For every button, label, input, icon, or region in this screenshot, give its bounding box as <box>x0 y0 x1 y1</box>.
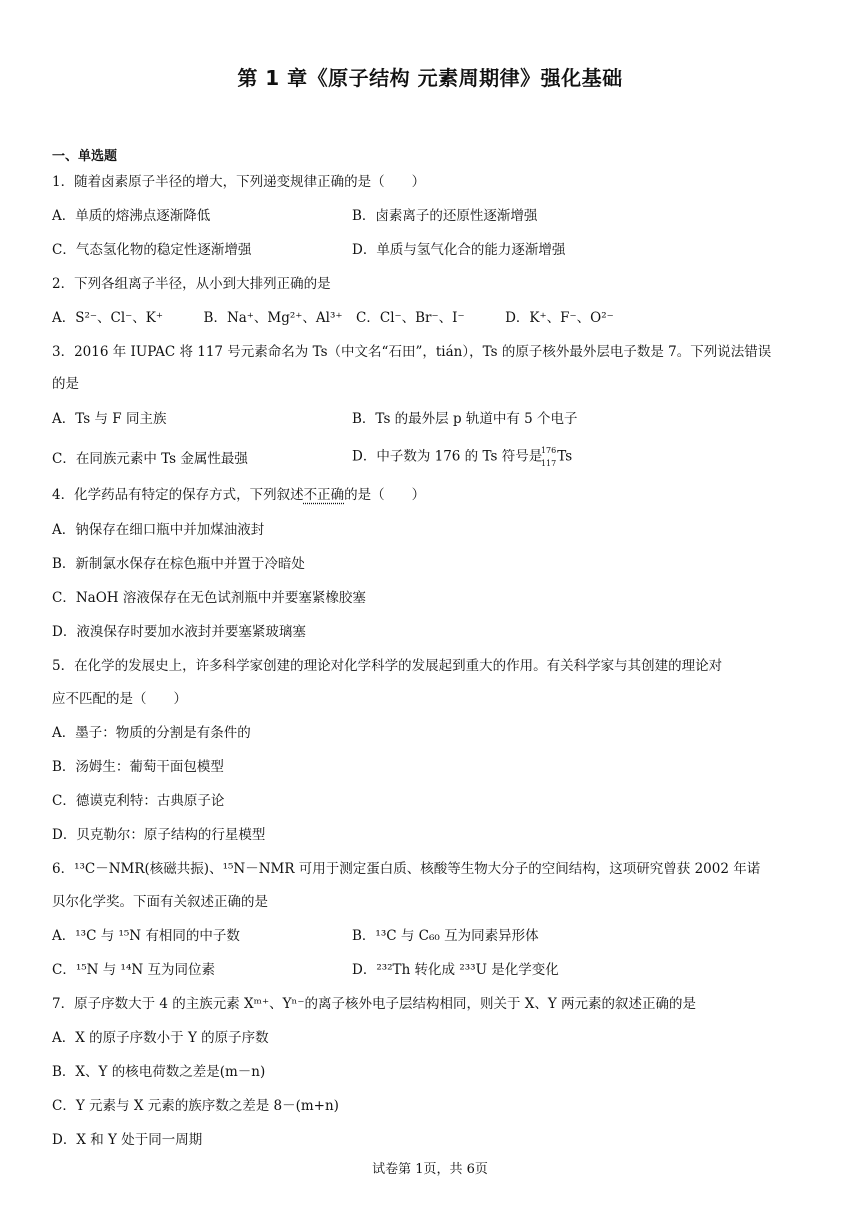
mass-number: 176 <box>540 446 557 455</box>
question-1-option-b: B．卤素离子的还原性逐渐增强 <box>352 208 538 224</box>
question-4-option-b: B．新制氯水保存在棕色瓶中并置于冷暗处 <box>52 556 305 572</box>
question-6-option-d: D．²³²Th 转化成 ²³³U 是化学变化 <box>352 962 559 978</box>
question-6-stem-line2: 贝尔化学奖。下面有关叙述正确的是 <box>52 894 268 910</box>
question-7-option-d: D．X 和 Y 处于同一周期 <box>52 1132 203 1148</box>
question-4-stem-pre: 4．化学药品有特定的保存方式，下列叙述 <box>52 487 304 503</box>
question-3-stem-line1: 3．2016 年 IUPAC 将 117 号元素命名为 Ts（中文名“石田”，tián），Ts 的原子核外最外层电子数是 7。下列说法错误 <box>52 344 772 360</box>
question-1-option-d: D．单质与氢气化合的能力逐渐增强 <box>352 242 566 258</box>
question-7-option-a: A．X 的原子序数小于 Y 的原子序数 <box>52 1030 269 1046</box>
question-4-option-c: C．NaOH 溶液保存在无色试剂瓶中并要塞紧橡胶塞 <box>52 590 366 606</box>
question-2-stem: 2．下列各组离子半径，从小到大排列正确的是 <box>52 276 331 292</box>
question-5-stem-line1: 5．在化学的发展史上，许多科学家创建的理论对化学科学的发展起到重大的作用。有关科学家与其创建的理论对 <box>52 658 723 674</box>
question-3-stem-line2: 的是 <box>52 376 79 392</box>
question-7-option-c: C．Y 元素与 X 元素的族序数之差是 8－(m+n) <box>52 1098 339 1114</box>
question-1-option-c: C．气态氢化物的稳定性逐渐增强 <box>52 242 252 258</box>
question-3-option-b: B．Ts 的最外层 p 轨道中有 5 个电子 <box>352 411 578 427</box>
question-5-option-d: D．贝克勒尔：原子结构的行星模型 <box>52 827 266 843</box>
question-5-option-a: A．墨子：物质的分割是有条件的 <box>52 725 251 741</box>
question-1-stem: 1．随着卤素原子半径的增大，下列递变规律正确的是（ ） <box>52 174 426 190</box>
question-3-option-a: A．Ts 与 F 同主族 <box>52 411 167 427</box>
section-heading: 一、单选题 <box>52 149 118 164</box>
question-3-option-d <box>352 446 572 468</box>
question-3-option-d-prefix: D．中子数为 176 的 Ts 符号是 <box>352 448 543 465</box>
question-4-option-a: A．钠保存在细口瓶中并加煤油液封 <box>52 522 265 538</box>
question-2-options: A．S²⁻、Cl⁻、K⁺ B．Na⁺、Mg²⁺、Al³⁺ C．Cl⁻、Br⁻、I⁻ D．K⁺、F⁻、O²⁻ <box>52 310 614 326</box>
atomic-number: 117 <box>540 459 557 468</box>
question-5-option-b: B．汤姆生：葡萄干面包模型 <box>52 759 224 775</box>
question-5-option-c: C．德谟克利特：古典原子论 <box>52 793 225 809</box>
question-1-option-a: A．单质的熔沸点逐渐降低 <box>52 208 211 224</box>
question-6-option-a: A．¹³C 与 ¹⁵N 有相同的中子数 <box>52 928 240 944</box>
page-title: 第 1 章《原子结构 元素周期律》强化基础 <box>237 66 623 90</box>
question-4-option-d: D．液溴保存时要加水液封并要塞紧玻璃塞 <box>52 624 306 640</box>
question-3-option-c: C．在同族元素中 Ts 金属性最强 <box>52 451 248 467</box>
question-4-stem-post: 的是（ ） <box>344 487 426 503</box>
question-6-stem-line1: 6．¹³C－NMR(核磁共振)、¹⁵N－NMR 可用于测定蛋白质、核酸等生物大分子的空间结构，这项研究曾获 2002 年诺 <box>52 861 761 877</box>
question-5-stem-line2: 应不匹配的是（ ） <box>52 691 187 707</box>
nuclide-notation <box>542 446 556 468</box>
question-4-stem <box>52 486 425 504</box>
question-4-emphasis: 不正确 <box>303 487 345 503</box>
element-symbol: Ts <box>557 448 573 465</box>
question-7-option-b: B．X、Y 的核电荷数之差是(m－n) <box>52 1064 266 1080</box>
page-footer: 试卷第 1页，共 6页 <box>372 1162 488 1177</box>
question-6-option-c: C．¹⁵N 与 ¹⁴N 互为同位素 <box>52 962 215 978</box>
question-7-stem: 7．原子序数大于 4 的主族元素 Xᵐ⁺、Yⁿ⁻的离子核外电子层结构相同，则关于 X、Y 两元素的叙述正确的是 <box>52 996 697 1012</box>
question-6-option-b: B．¹³C 与 C₆₀ 互为同素异形体 <box>352 928 539 944</box>
